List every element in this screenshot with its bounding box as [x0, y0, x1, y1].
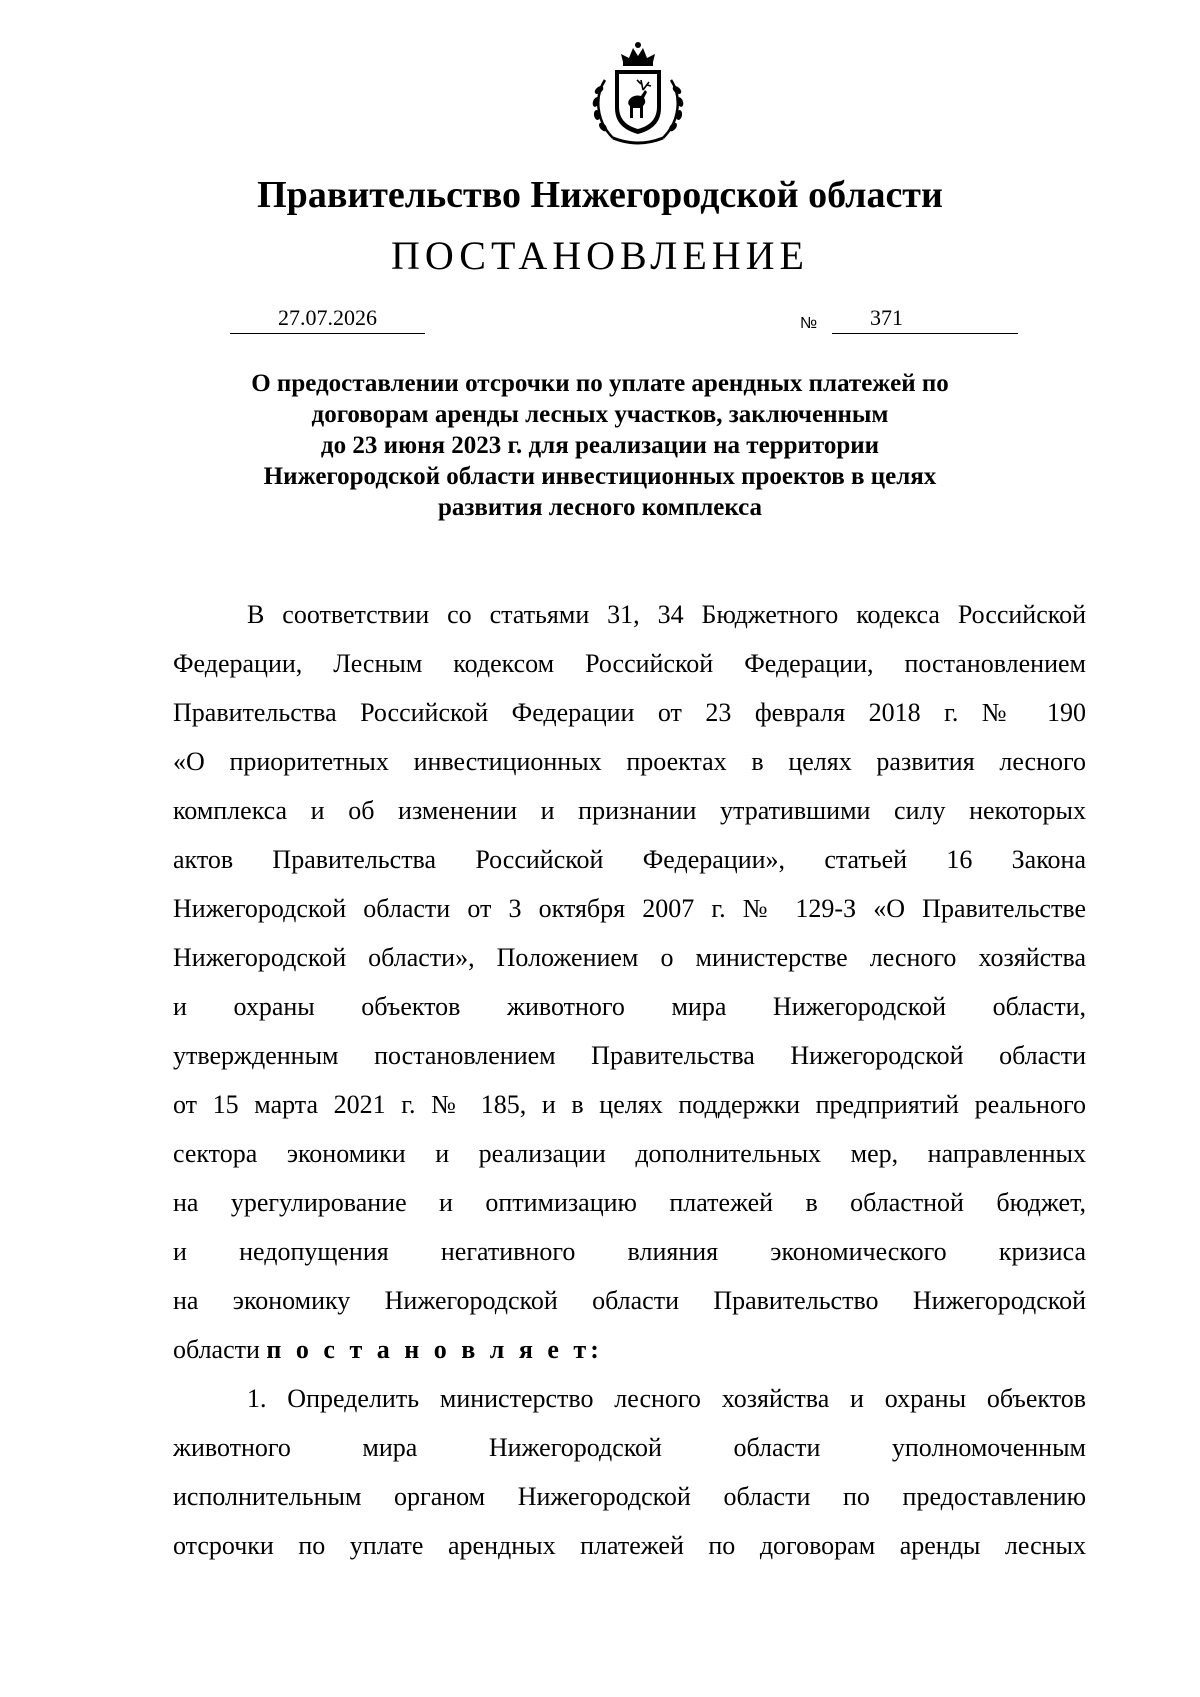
- body-line: и охраны объектов животного мира Нижегородской области,: [173, 992, 1086, 1021]
- item-1-line: исполнительным органом Нижегородской области по предоставлению: [173, 1482, 1086, 1511]
- document-number: 371: [870, 305, 903, 330]
- subject-line: договорам аренды лесных участков, заключенным: [311, 401, 889, 428]
- body-line: от 15 марта 2021 г. № 185, и в целях поддержки предприятий реального: [173, 1090, 1086, 1119]
- document-subject: [170, 368, 1030, 523]
- coat-of-arms-emblem: [583, 40, 693, 150]
- document-date: 27.07.2026: [230, 303, 425, 334]
- body-line: комплекса и об изменении и признании утратившими силу некоторых: [173, 796, 1086, 825]
- body-line: сектора экономики и реализации дополнительных мер, направленных: [173, 1139, 1086, 1168]
- document-number-field: [832, 303, 1018, 334]
- number-sign-label: №: [800, 315, 818, 332]
- resolves-line: [173, 1325, 1086, 1374]
- body-line: Федерации, Лесным кодексом Российской Федерации, постановлением: [173, 649, 1086, 678]
- body-line: Правительства Российской Федерации от 23 февраля 2018 г. № 190: [173, 698, 1086, 727]
- body-line: на урегулирование и оптимизацию платежей в областной бюджет,: [173, 1188, 1086, 1217]
- body-line: и недопущения негативного влияния экономического кризиса: [173, 1237, 1086, 1266]
- document-type-heading: ПОСТАНОВЛЕНИЕ: [391, 233, 809, 278]
- subject-line: О предоставлении отсрочки по уплате арендных платежей по: [251, 370, 949, 397]
- item-1-line: животного мира Нижегородской области уполномоченным: [173, 1433, 1086, 1462]
- body-line: «О приоритетных инвестиционных проектах в целях развития лесного: [173, 747, 1086, 776]
- body-line: на экономику Нижегородской области Правительство Нижегородской: [173, 1286, 1086, 1315]
- government-title: Правительство Нижегородской области: [257, 174, 943, 216]
- body-line-prefix: области: [173, 1335, 267, 1364]
- body-line: Нижегородской области», Положением о министерстве лесного хозяйства: [173, 943, 1086, 972]
- item-1-line: отсрочки по уплате арендных платежей по договорам аренды лесных: [173, 1531, 1086, 1560]
- subject-line: до 23 июня 2023 г. для реализации на территории: [320, 432, 880, 459]
- resolves-word: п о с т а н о в л я е т:: [266, 1335, 603, 1364]
- body-line: В соответствии со статьями 31, 34 Бюджетного кодекса Российской: [247, 600, 1086, 629]
- document-body: [173, 590, 1086, 1570]
- item-1-line: 1. Определить министерство лесного хозяйства и охраны объектов: [247, 1384, 1086, 1413]
- subject-line: Нижегородской области инвестиционных проектов в целях: [263, 463, 937, 490]
- subject-line: развития лесного комплекса: [437, 494, 763, 521]
- body-line: утвержденным постановлением Правительства Нижегородской области: [173, 1041, 1086, 1070]
- body-line: актов Правительства Российской Федерации», статьей 16 Закона: [173, 845, 1086, 874]
- body-line: Нижегородской области от 3 октября 2007 г. № 129-З «О Правительстве: [173, 894, 1086, 923]
